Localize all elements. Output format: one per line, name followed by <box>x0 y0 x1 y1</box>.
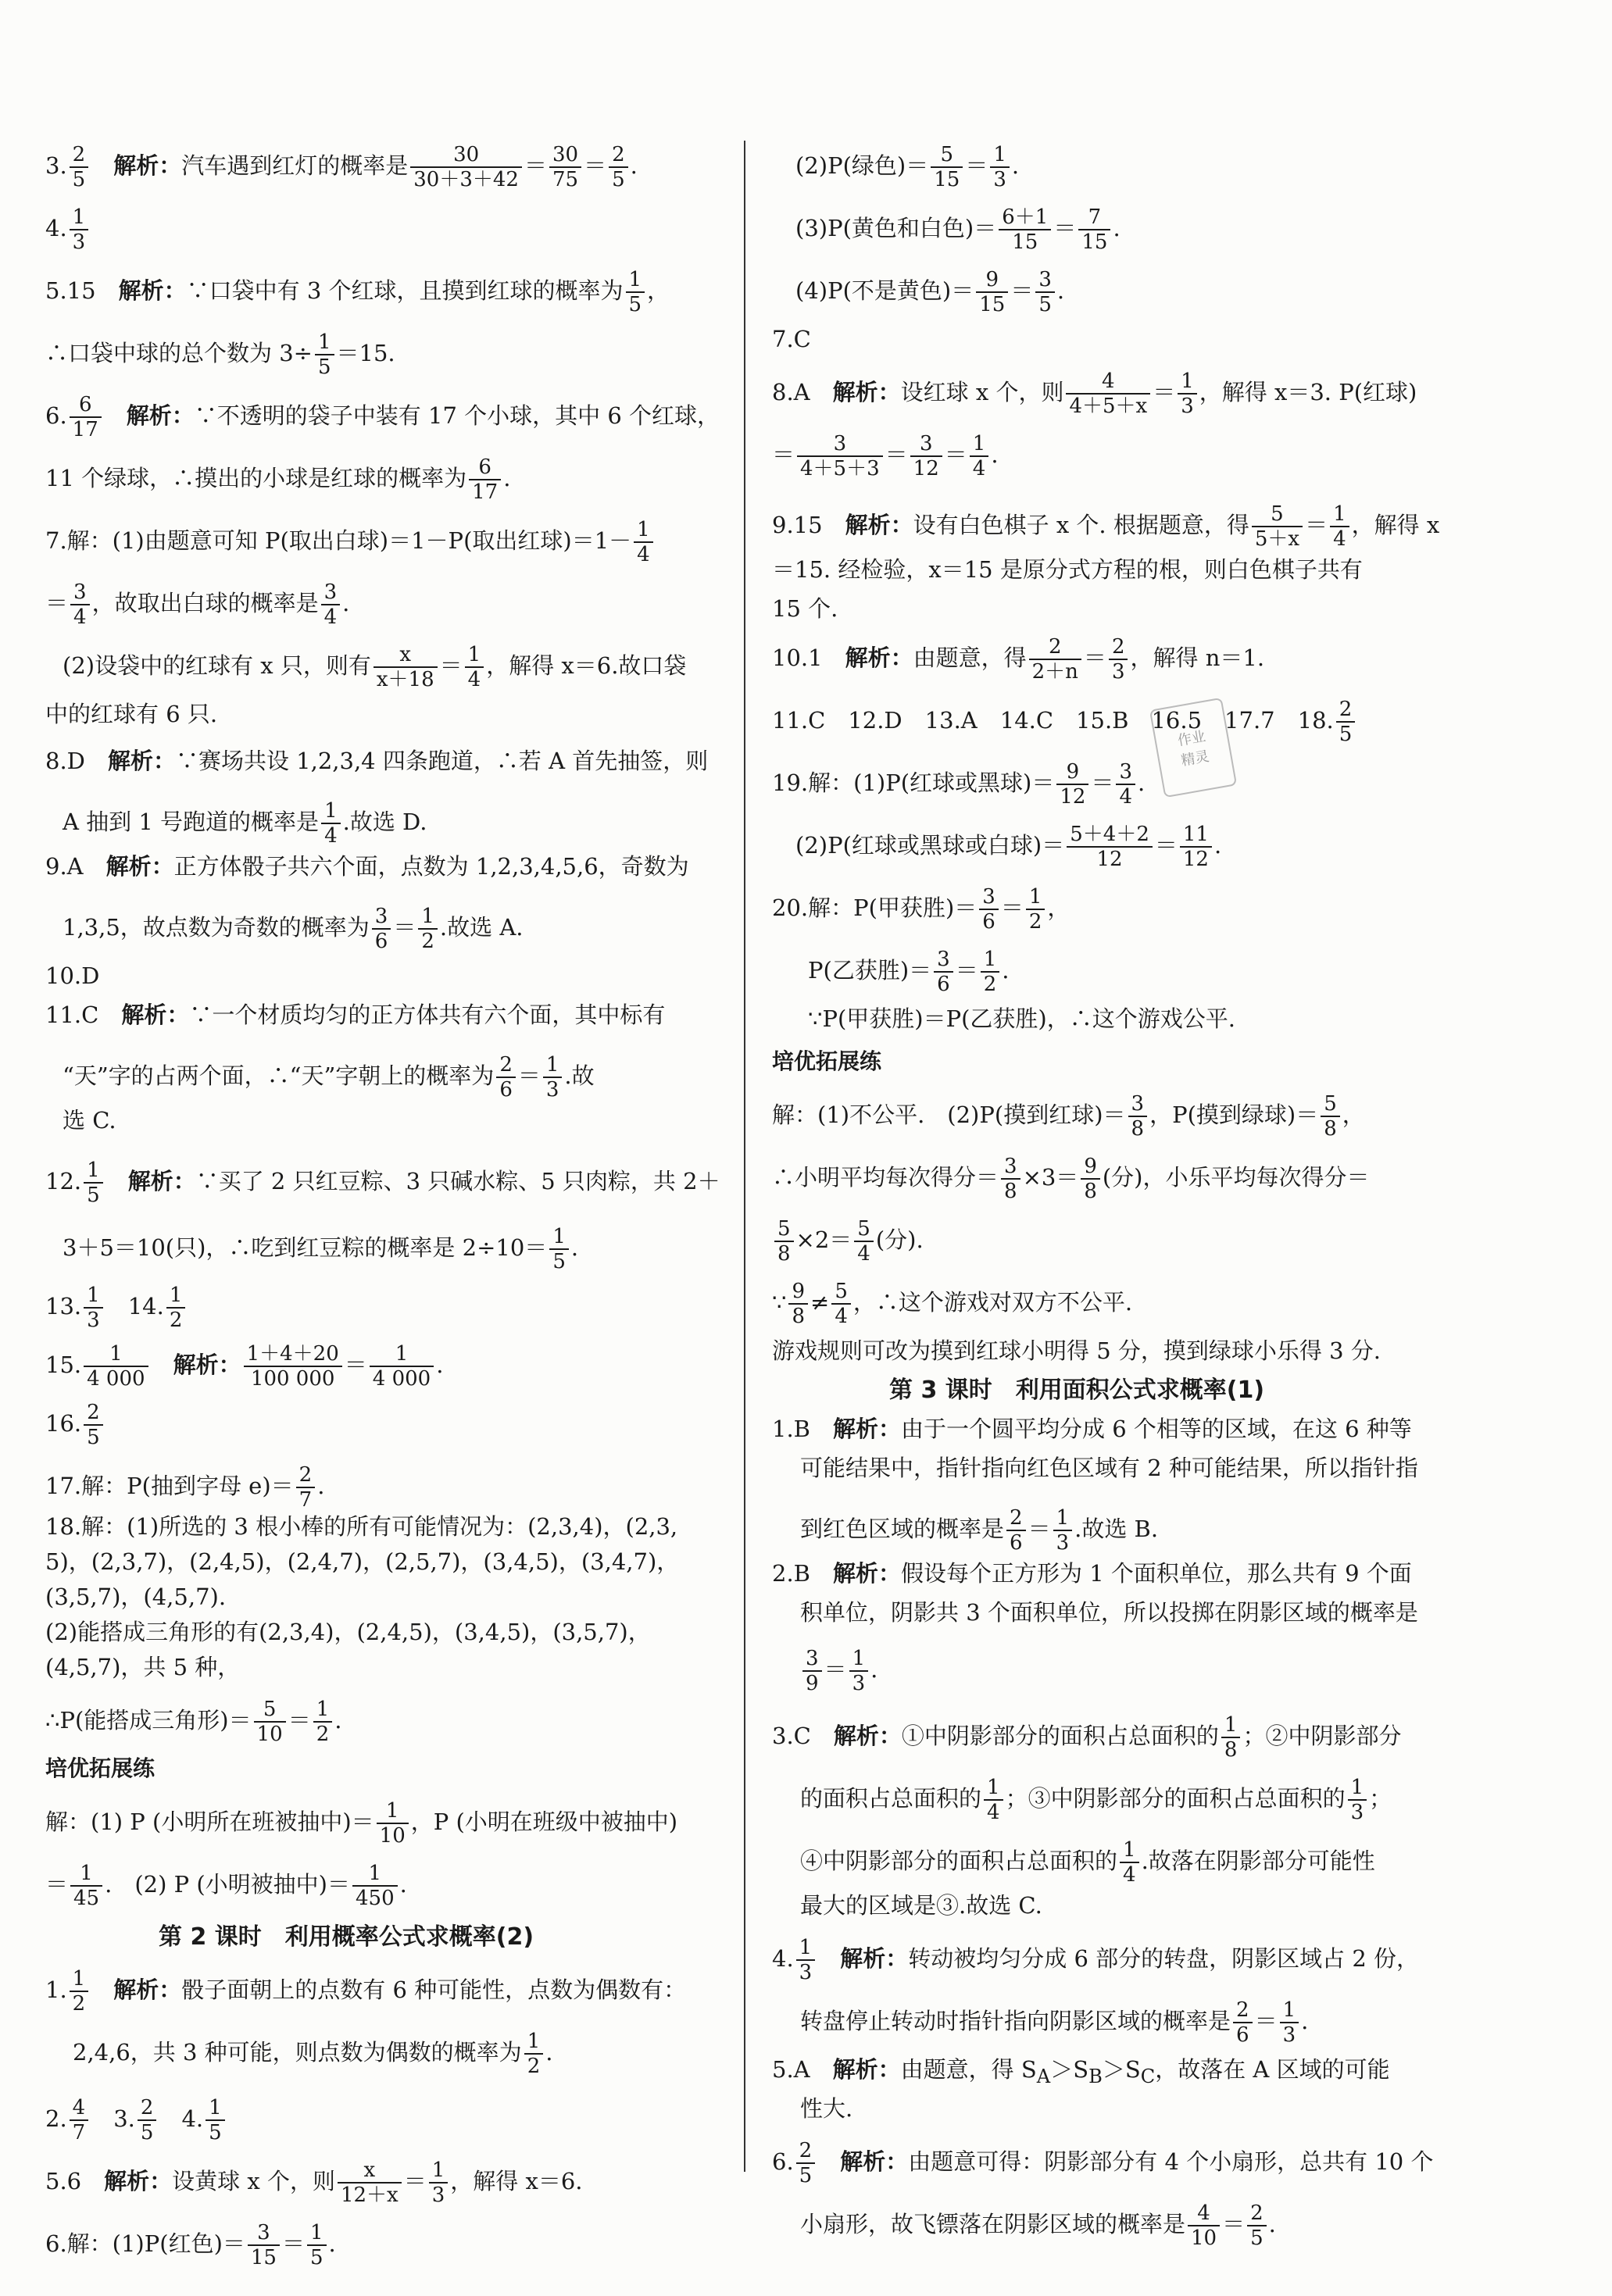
l3-answer-3-c: ④中阴影部分的面积占总面积的 $\frac{1}{4}$ .故落在阴影部分可能性 <box>800 1838 1375 1887</box>
l3-answer-1-c: 到红色区域的概率是 $\frac{2}{6}$ ＝ $\frac{1}{3}$ .故选 B. <box>800 1506 1159 1555</box>
answer-7-part2: (2)设袋中的红球有 x 只，则有 $\frac{x}{x+18}$ ＝ $\frac{1}{4}$ ，解得 x＝6.故口袋 <box>63 643 687 691</box>
r-answer-9-cont: ＝15. 经检验，x＝15 是原分式方程的根，则白色棋子共有 <box>772 556 1363 583</box>
l3-answer-3-b: 的面积占总面积的 $\frac{1}{4}$ ；③中阴影部分的面积占总面积的 $\frac{1}{3}$ ； <box>800 1776 1392 1824</box>
r-answer-8-cont: ＝ $\frac{3}{4+5+3}$ ＝ $\frac{3}{12}$ ＝ $\frac{1}{4}$ . <box>772 432 999 480</box>
r-answer-9: 9.15 解析：设有白色棋子 x 个. 根据题意，得 $\frac{5}{5+x}$ ＝ $\frac{1}{4}$ ，解得 x <box>772 502 1440 551</box>
answer-15: 15. $\frac{1}{4 000}$ 解析： $\frac{1+4+20}{100 000}$ ＝ $\frac{1}{4 000}$ . <box>45 1342 444 1391</box>
lesson2-answer-2-4: 2. $\frac{4}{7}$ 3. $\frac{2}{5}$ 4. $\frac{1}{5}$ <box>45 2098 227 2143</box>
lesson-2-title: 第 2 课时 利用概率公式求概率(2) <box>159 1923 534 1951</box>
answer-9: 9.A 解析：正方体骰子共六个面，点数为 1,2,3,4,5,6，奇数为 <box>45 853 689 880</box>
section-extension-2: 培优拓展练 <box>772 1048 882 1074</box>
watermark-stamp: 作业 精灵 <box>1149 698 1237 798</box>
answer-7: 7.解：(1)由题意可知 P(取出白球)＝1－P(取出红球)＝1－ $\frac{1}{4}$ <box>45 520 656 565</box>
answer-4: 4. $\frac{1}{3}$ <box>45 207 91 252</box>
l3-answer-4-b: 转盘停止转动时指针指向阴影区域的概率是 $\frac{2}{6}$ ＝ $\frac{1}{3}$ . <box>800 1998 1309 2047</box>
l3-answer-2-b: 积单位，阴影共 3 个面积单位，所以投掷在阴影区域的概率是 <box>800 1599 1418 1626</box>
l3-answer-5: 5.A 解析：由题意，得 $S_A>S_B>S_C$，故落在 A 区域的可能 <box>772 2056 1390 2087</box>
answer-9-cont: 1,3,5，故点数为奇数的概率为 $\frac{3}{6}$ ＝ $\frac{1}{2}$ .故选 A. <box>63 905 524 953</box>
answer-6: 6. $\frac{6}{17}$ 解析：∵不透明的袋子中装有 17 个小球，其中 6 个红球， <box>45 393 720 441</box>
r-answer-7: 7.C <box>772 326 811 352</box>
answer-18: 18.解：(1)所选的 3 根小棒的所有可能情况为：(2,3,4)，(2,3, <box>45 1513 678 1540</box>
l3-answer-3-d: 最大的区域是③.故选 C. <box>800 1892 1042 1919</box>
r-answer-20: 20.解：P(甲获胜)＝ $\frac{3}{6}$ ＝ $\frac{1}{2}$ ， <box>772 885 1070 934</box>
r-answer-19: 19.解：(1)P(红球或黑球)＝ $\frac{9}{12}$ ＝ $\frac{3}{4}$ . <box>772 760 1146 809</box>
answer-16: 16. $\frac{2}{5}$ <box>45 1402 105 1448</box>
r-answer-6-2: (2)P(绿色)＝ $\frac{5}{15}$ ＝ $\frac{1}{3}$ . <box>795 143 1020 191</box>
r-answer-10: 10.1 解析：由题意，得 $\frac{2}{2+n}$ ＝ $\frac{2}{3}$ ，解得 n＝1. <box>772 635 1265 684</box>
answer-8-cont: A 抽到 1 号跑道的概率是 $\frac{1}{4}$ .故选 D. <box>63 799 427 848</box>
r-answer-20-b: P(乙获胜)＝ $\frac{3}{6}$ ＝ $\frac{1}{2}$ . <box>808 948 1010 996</box>
answer-5-cont: ∴口袋中球的总个数为 3÷ $\frac{1}{5}$ ＝15. <box>45 330 395 379</box>
r-answer-6-4: (4)P(不是黄色)＝ $\frac{9}{15}$ ＝ $\frac{3}{5}$ . <box>795 268 1065 316</box>
answer-5: 5.15 解析：∵口袋中有 3 个红球，且摸到红球的概率为 $\frac{1}{5}$ ， <box>45 268 670 316</box>
r-answer-9-end: 15 个. <box>772 595 838 622</box>
extension-answer-2: ＝ $\frac{1}{45}$ . (2) P (小明被抽中)＝ $\frac{1}{450}$ . <box>45 1862 407 1910</box>
r-answer-8: 8.A 解析：设红球 x 个，则 $\frac{4}{4+5+x}$ ＝ $\frac{1}{3}$ ，解得 x＝3. P(红球) <box>772 370 1417 418</box>
r-answer-19-2: (2)P(红球或黑球或白球)＝ $\frac{5+4+2}{12}$ ＝ $\frac{11}{12}$ . <box>795 823 1222 871</box>
lesson2-answer-1-cont: 2,4,6，共 3 种可能，则点数为偶数的概率为 $\frac{1}{2}$ . <box>73 2030 553 2078</box>
l3-answer-2: 2.B 解析：假设每个正方形为 1 个面积单位，那么共有 9 个面 <box>772 1560 1412 1587</box>
answer-12: 12. $\frac{1}{5}$ 解析：∵买了 2 只红豆粽、3 只碱水粽、5 只肉粽，共 2＋ <box>45 1159 720 1207</box>
r-ext-5: 游戏规则可改为摸到红球小明得 5 分，摸到绿球小乐得 3 分. <box>772 1337 1381 1364</box>
answer-12-cont: 3＋5＝10(只)，∴吃到红豆粽的概率是 2÷10＝ $\frac{1}{5}$ . <box>63 1225 579 1273</box>
lesson2-answer-1: 1. $\frac{1}{2}$ 解析：骰子面朝上的点数有 6 种可能性，点数为偶数有： <box>45 1967 687 2016</box>
answer-6-cont: 11 个绿球，∴摸出的小球是红球的概率为 $\frac{6}{17}$ . <box>45 455 511 504</box>
r-answer-11-18: 11.C 12.D 13.A 14.C 15.B 16.5 17.7 18. $\frac{2}{5}$ <box>772 699 1357 745</box>
l3-answer-4: 4. $\frac{1}{3}$ 解析：转动被均匀分成 6 部分的转盘，阴影区域占 2 份， <box>772 1936 1420 1984</box>
r-ext-1: 解：(1)不公平. (2)P(摸到红球)＝ $\frac{3}{8}$ ，P(摸到绿球)＝ $\frac{5}{8}$ ， <box>772 1092 1365 1141</box>
l3-answer-3: 3.C 解析：①中阴影部分的面积占总面积的 $\frac{1}{8}$ ；②中阴影部分 <box>772 1713 1402 1762</box>
answer-13-14: 13. $\frac{1}{3}$ 14. $\frac{1}{2}$ <box>45 1285 188 1330</box>
answer-11-end: 选 C. <box>63 1107 116 1134</box>
answer-17: 17.解：P(抽到字母 e)＝ $\frac{2}{7}$ . <box>45 1463 325 1512</box>
answer-11-cont: “天”字的占两个面，∴“天”字朝上的概率为 $\frac{2}{6}$ ＝ $\frac{1}{3}$ .故 <box>63 1053 595 1102</box>
answer-7-part2-cont: 中的红球有 6 只. <box>45 701 218 727</box>
lesson-3-title: 第 3 课时 利用面积公式求概率(1) <box>889 1377 1265 1404</box>
answer-18-line2: 5)，(2,3,7)，(2,4,5)，(2,4,7)，(2,5,7)，(3,4,5)，(3,4,7)， <box>45 1548 680 1575</box>
l3-answer-6-b: 小扇形，故飞镖落在阴影区域的概率是 $\frac{4}{10}$ ＝ $\frac{2}{5}$ . <box>800 2201 1276 2250</box>
answer-18-line3: (3,5,7)，(4,5,7). <box>45 1584 227 1610</box>
r-ext-4: ∵ $\frac{9}{8}$ ≠ $\frac{5}{4}$ ，∴这个游戏对双方不公平. <box>772 1280 1133 1328</box>
r-ext-3: $\frac{5}{8}$ ×2＝ $\frac{5}{4}$ (分). <box>772 1219 924 1264</box>
l3-answer-6: 6. $\frac{2}{5}$ 解析：由题意可得：阴影部分有 4 个小扇形，总共有 10 个 <box>772 2139 1434 2187</box>
answer-11: 11.C 解析：∵一个材质均匀的正方体共有六个面，其中标有 <box>45 1002 666 1028</box>
answer-18-result: ∴P(能搭成三角形)＝ $\frac{5}{10}$ ＝ $\frac{1}{2}$ . <box>45 1698 342 1746</box>
answer-3: 3. $\frac{2}{5}$ 解析：汽车遇到红灯的概率是 $\frac{30}{30+3+42}$ ＝ $\frac{30}{75}$ ＝ $\frac{2}{5}$ . <box>45 143 638 191</box>
answer-18-part2: (2)能搭成三角形的有(2,3,4)，(2,4,5)，(3,4,5)，(3,5,7)， <box>45 1619 651 1645</box>
l3-answer-2-c: $\frac{3}{9}$ ＝ $\frac{1}{3}$ . <box>800 1648 877 1694</box>
l3-answer-1-b: 可能结果中，指针指向红色区域有 2 种可能结果，所以指针指 <box>800 1455 1418 1481</box>
answer-18-part2-cont: (4,5,7)，共 5 种， <box>45 1654 241 1680</box>
lesson2-answer-6: 6.解：(1)P(红色)＝ $\frac{3}{15}$ ＝ $\frac{1}{5}$ . <box>45 2221 336 2269</box>
answer-10: 10.D <box>45 962 100 989</box>
answer-7-cont: ＝ $\frac{3}{4}$ ，故取出白球的概率是 $\frac{3}{4}$ . <box>45 580 350 629</box>
l3-answer-1: 1.B 解析：由于一个圆平均分成 6 个相等的区域，在这 6 种等 <box>772 1416 1412 1442</box>
r-answer-6-3: (3)P(黄色和白色)＝ $\frac{6+1}{15}$ ＝ $\frac{7}{15}$ . <box>795 205 1121 254</box>
l3-answer-5-b: 性大. <box>800 2095 853 2122</box>
lesson2-answer-5: 5.6 解析：设黄球 x 个，则 $\frac{x}{12+x}$ ＝ $\frac{1}{3}$ ，解得 x＝6. <box>45 2159 583 2207</box>
column-divider <box>744 141 745 2172</box>
r-ext-2: ∴小明平均每次得分＝ $\frac{3}{8}$ ×3＝ $\frac{9}{8}$ (分)，小乐平均每次得分＝ <box>772 1155 1370 1203</box>
r-answer-20-c: ∵P(甲获胜)＝P(乙获胜)，∴这个游戏公平. <box>808 1005 1235 1032</box>
answer-8: 8.D 解析：∵赛场共设 1,2,3,4 四条跑道，∴若 A 首先抽签，则 <box>45 748 709 774</box>
section-extension-1: 培优拓展练 <box>45 1755 155 1781</box>
extension-answer-1: 解：(1) P (小明所在班被抽中)＝ $\frac{1}{10}$ ，P (小明在班级中被抽中) <box>45 1799 678 1848</box>
